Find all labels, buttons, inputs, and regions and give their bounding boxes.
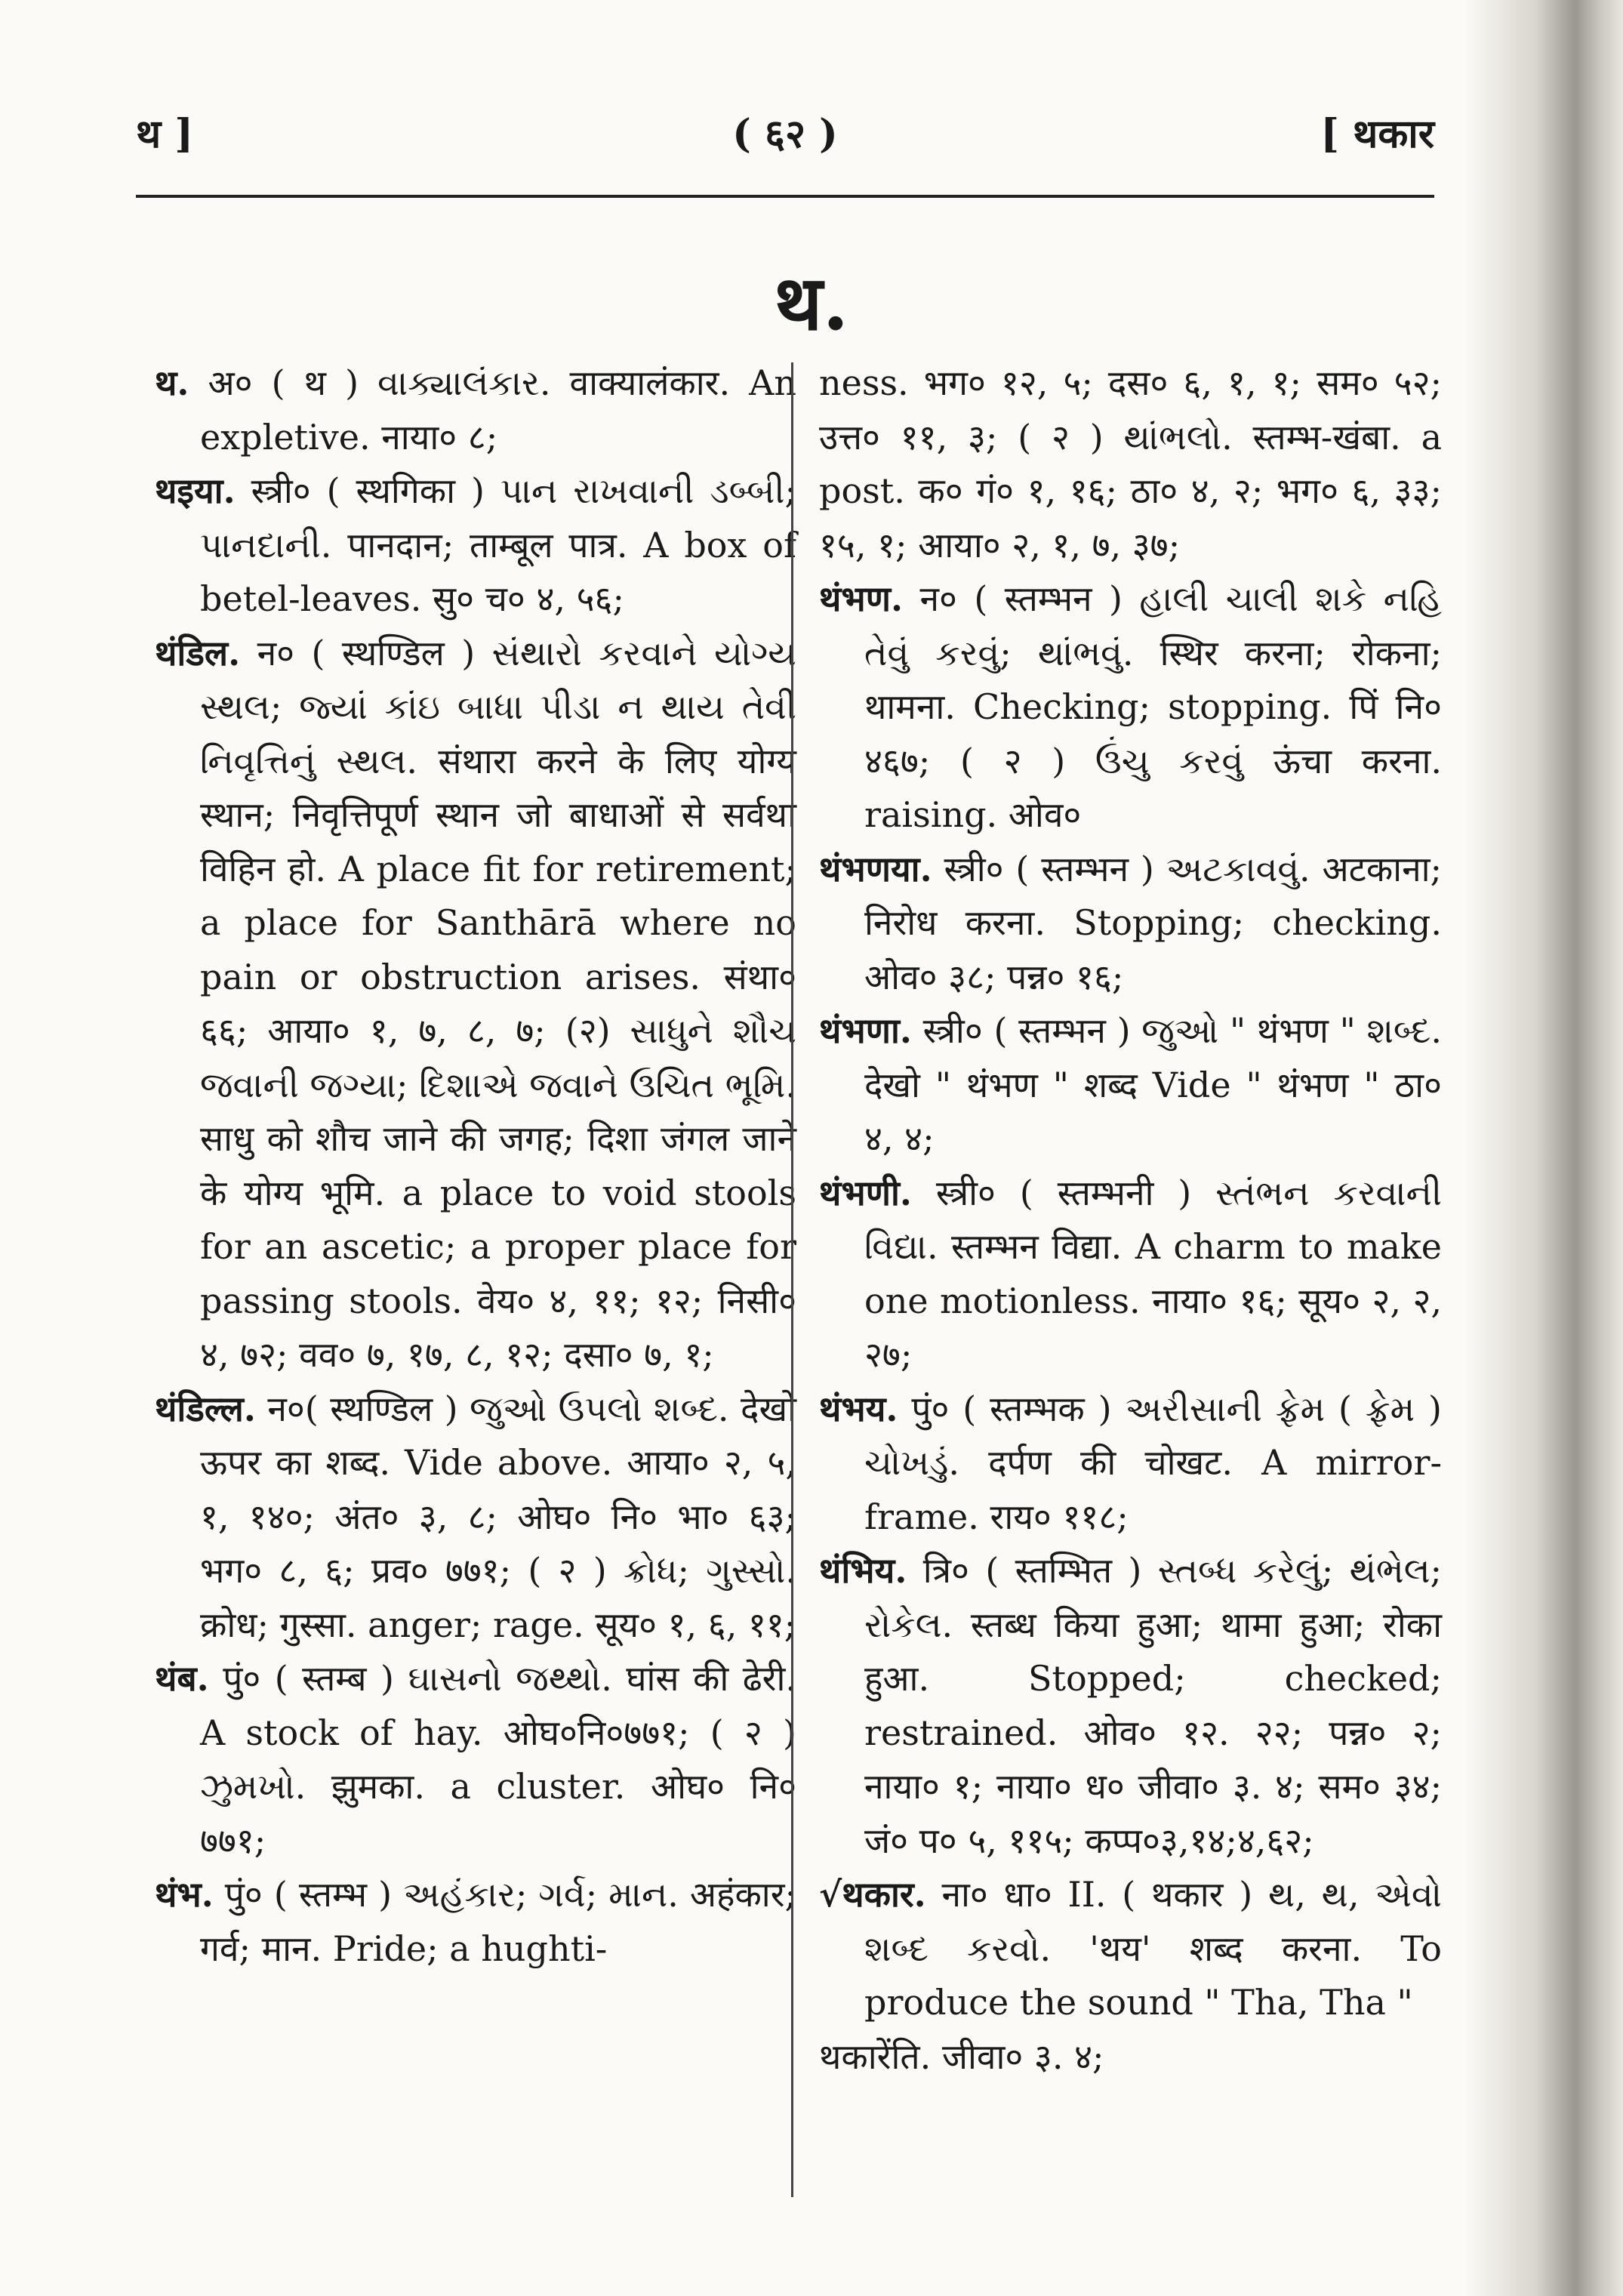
entry-text: पुं० ( स्तम्भक ) અરીસાની ફ્રેમ ( ફ્રેમ ) ચોખડું. दर्पण की चोखट. A mirror-frame. राय० ११८;	[864, 1388, 1442, 1537]
headword: थ.	[155, 362, 189, 403]
headword: थंभण.	[819, 578, 904, 619]
headword: थंभणया.	[819, 848, 932, 889]
entry	[155, 1652, 796, 1868]
entry	[819, 1004, 1442, 1166]
entry-text: स्त्री० ( स्थगिका ) પાન રાખવાની ડબ્બી; પાનદાની. पानदान; ताम्बूल पात्र. A box of betel-leaves. सु० च० ४, ५६;	[200, 470, 796, 619]
headword: थंभ.	[155, 1874, 214, 1915]
entry-text: न० ( स्तम्भन ) હાલી ચાલી શકે નહિ તેવું કરવું; થાંભવું. स्थिर करना; रोकना; थामना. Checking; stopping. पिं नि० ४६७; ( २ ) ઉંચુ કરવું ऊंचा करना. raising. ओव०	[864, 578, 1443, 835]
left-column	[155, 356, 796, 1976]
entry-text: न०( स्थण्डिल ) જુઓ ઉપલો શબ્દ. देखो ऊपर का शब्द. Vide above. आया० २, ५, १, १४०; अंत० ३, ८; ओघ० नि० भा० ६३; भग० ८, ६; प्रव० ७७१; ( २ ) ક્રોધ; ગુસ્સો. क्रोध; गुस्सा. anger; rage. सूय० १, ६, ११;	[200, 1388, 797, 1645]
headword: थंभणा.	[819, 1010, 912, 1051]
entry	[155, 627, 796, 1382]
entry	[819, 1382, 1442, 1545]
entry	[819, 1544, 1442, 1868]
entry	[819, 1166, 1442, 1382]
entry-text: न० ( स्थण्डिल ) સંથારો કરવાને યોગ્ય સ્થલ; જ્યાં કાંઇ બાધા પીડા ન થાય તેવી નિવૃત્તિનું સ્થલ. संथारा करने के लिए योग्य स्थान; निवृत्तिपूर्ण स्थान जो बाधाओं से सर्वथा विहिन हो. A place fit for retirement; a place for Santhārā where no pain or obstruction arises. संथा० ६६; आया० १, ७, ८, ७; (२) સાધુને શૌચ જવાની જગ્યા; દિશાએ જવાને ઉચિત ભૂમિ. साधु को शौच जाने की जगह; दिशा जंगल जाने के योग्य भूमि. a place to void stools for an ascetic; a proper place for passing stools. वेय० ४, ११; १२; निसी० ४, ७२; वव० ७, १७, ८, १२; दसा० ७, १;	[200, 632, 796, 1375]
page-header	[136, 106, 1434, 174]
entry-text: स्त्री० ( स्तम्भनी ) સ્તંભન કરવાની વિદ્યા. स्तम्भन विद्या. A charm to make one motionless. नाया० १६; सूय० २, २, २७;	[864, 1172, 1442, 1375]
entry-subform	[819, 2030, 1442, 2085]
headword: थंडिल्ल.	[155, 1388, 256, 1429]
entry	[155, 1868, 796, 1976]
entry-text: पुं० ( स्तम्भ ) અહંકાર; ગર્વ; માન. अहंकार; गर्व; मान. Pride; a hughti-	[200, 1874, 797, 1969]
entry-text: त्रि० ( स्तम्भित ) સ્તબ્ધ કરેલું; થંભેલ; રોકેલ. स्तब्ध किया हुआ; थामा हुआ; रोका हुआ. Stopped; checked; restrained. ओव० १२. २२; पन्न० २; नाया० १; नाया० ध० जीवा० ३. ४; सम० ३४; जं० प० ५, ११५; कप्प०३,१४;४,६२;	[864, 1550, 1443, 1861]
entry-text: अ० ( थ ) વાક્યાલંકાર. वाक्यालंकार. An expletive. नाया० ८;	[200, 362, 797, 458]
entry	[819, 843, 1442, 1005]
headword: थंभणी.	[819, 1172, 912, 1213]
section-letter: थ.	[774, 258, 849, 347]
header-rule	[136, 195, 1434, 198]
entry-text: पुं० ( स्तम्ब ) ઘાસનો જથ્થો. घांस की ढेरी. A stock of hay. ओघ०नि०७७१; ( २ ) ઝુમખો. झुमका. a cluster. ओघ० नि० ७७१;	[200, 1658, 796, 1861]
headword: थंभय.	[819, 1388, 898, 1429]
entry	[155, 1382, 796, 1653]
header-right-guide: [ थकार	[1320, 111, 1434, 157]
headword: √थकार.	[819, 1874, 926, 1915]
entry	[819, 572, 1442, 843]
entry-text: थकारेंति. जीवा० ३. ४;	[819, 2036, 1104, 2077]
right-column	[819, 356, 1442, 2084]
headword: थइया.	[155, 470, 236, 511]
entry-text: स्त्री० ( स्तम्भन ) જુઓ " थंभण " શબ્દ. देखो " थंभण " शब्द Vide " थंभण " ठा० ४, ४;	[864, 1010, 1442, 1159]
headword: थंभिय.	[819, 1550, 907, 1591]
headword: थंब.	[155, 1658, 209, 1699]
entry-text: ना० धा० II. ( थकार ) થ, થ, એવો શબ્દ કરવો. 'थय' शब्द करना. To produce the sound " Tha, Tha "	[864, 1874, 1442, 2023]
entry	[155, 464, 796, 627]
entry-text: ness. भग० १२, ५; दस० ६, १, १; सम० ५२; उत्त० ११, ३; ( २ ) થાંભલો. स्तम्भ-खंबा. a post. क० गं० १, १६; ठा० ४, २; भग० ६, ३३; १५, १; आया० २, १, ७, ३७;	[819, 362, 1442, 566]
page-number: ( ६२ )	[732, 111, 838, 157]
entry-text: स्त्री० ( स्तम्भन ) અટકાવવું. अटकाना; निरोध करना. Stopping; checking. ओव० ३८; पन्न० १६;	[864, 848, 1443, 997]
entry-continuation	[819, 356, 1442, 572]
headword: थंडिल.	[155, 632, 241, 673]
entry	[819, 1868, 1442, 2030]
entry	[155, 356, 796, 464]
column-divider	[791, 362, 793, 2197]
header-left-guide: थ ]	[136, 111, 193, 157]
